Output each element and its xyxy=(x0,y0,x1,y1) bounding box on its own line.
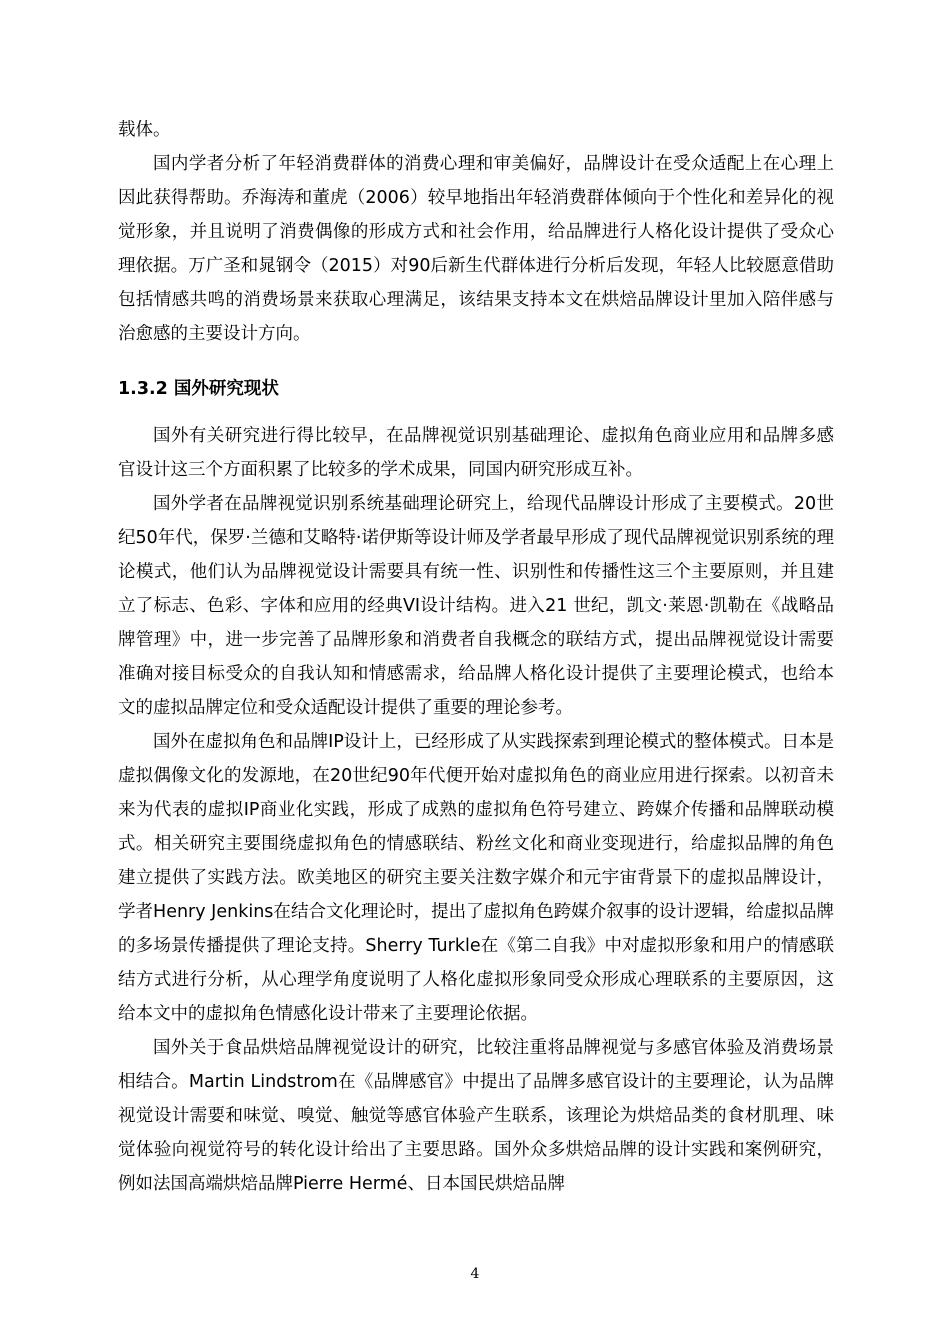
paragraph-continuation: 载体。 xyxy=(118,120,171,140)
paragraph-domestic-consumer-psychology: 国内学者分析了年轻消费群体的消费心理和审美偏好，品牌设计在受众适配上在心理上因此获得帮助。乔海涛和董虎（2006）较早地指出年轻消费群体倾向于个性化和差异化的视觉形象，并且说明了消费偶像的形成方式和社会作用，给品牌进行人格化设计提供了受众心理依据。万广圣和晁钢令（2015）对90后新生代群体进行分析后发现，年轻人比较愿意借助包括情感共鸣的消费场景来获取心理满足，该结果支持本文在烘焙品牌设计里加入陪伴感与治愈感的主要设计方向。 xyxy=(118,154,834,344)
section-heading: 1.3.2 国外研究现状 xyxy=(118,379,279,399)
paragraph-foreign-vi-theory: 国外学者在品牌视觉识别系统基础理论研究上，给现代品牌设计形成了主要模式。20世纪50年代，保罗·兰德和艾略特·诺伊斯等设计师及学者最早形成了现代品牌视觉识别系统的理论模式，他们认为品牌视觉设计需要具有统一性、识别性和传播性这三个主要原则，并且建立了标志、色彩、字体和应用的经典VI设计结构。进入21 世纪，凯文·莱恩·凯勒在《战略品牌管理》中，进一步完善了品牌形象和消费者自我概念的联结方式，提出品牌视觉设计需要准确对接目标受众的自我认知和情感需求，给品牌人格化设计提供了主要理论模式，也给本文的虚拟品牌定位和受众适配设计提供了重要的理论参考。 xyxy=(118,494,834,718)
paragraph-foreign-overview: 国外有关研究进行得比较早，在品牌视觉识别基础理论、虚拟角色商业应用和品牌多感官设计这三个方面积累了比较多的学术成果，同国内研究形成互补。 xyxy=(118,426,834,480)
paragraph-foreign-virtual-ip: 国外在虚拟角色和品牌IP设计上，已经形成了从实践探索到理论模式的整体模式。日本是虚拟偶像文化的发源地，在20世纪90年代便开始对虚拟角色的商业应用进行探索。以初音未来为代表的虚拟IP商业化实践，形成了成熟的虚拟角色符号建立、跨媒介传播和品牌联动模式。相关研究主要围绕虚拟角色的情感联结、粉丝文化和商业变现进行，给虚拟品牌的角色建立提供了实践方法。欧美地区的研究主要关注数字媒介和元宇宙背景下的虚拟品牌设计，学者Henry Jenkins在结合文化理论时，提出了虚拟角色跨媒介叙事的设计逻辑，给虚拟品牌的多场景传播提供了理论支持。Sherry Turkle在《第二自我》中对虚拟形象和用户的情感联结方式进行分析，从心理学角度说明了人格化虚拟形象同受众形成心理联系的主要原因，这给本文中的虚拟角色情感化设计带来了主要理论依据。 xyxy=(118,732,834,1024)
page-body xyxy=(118,113,834,1201)
page-number: 4 xyxy=(470,1266,480,1282)
paragraph-foreign-bakery-design: 国外关于食品烘焙品牌视觉设计的研究，比较注重将品牌视觉与多感官体验及消费场景相结合。Martin Lindstrom在《品牌感官》中提出了品牌多感官设计的主要理论，认为品牌视觉设计需要和味觉、嗅觉、触觉等感官体验产生联系，该理论为烘焙品类的食材肌理、味觉体验向视觉符号的转化设计给出了主要思路。国外众多烘焙品牌的设计实践和案例研究，例如法国高端烘焙品牌Pierre Hermé、日本国民烘焙品牌 xyxy=(118,1038,834,1194)
